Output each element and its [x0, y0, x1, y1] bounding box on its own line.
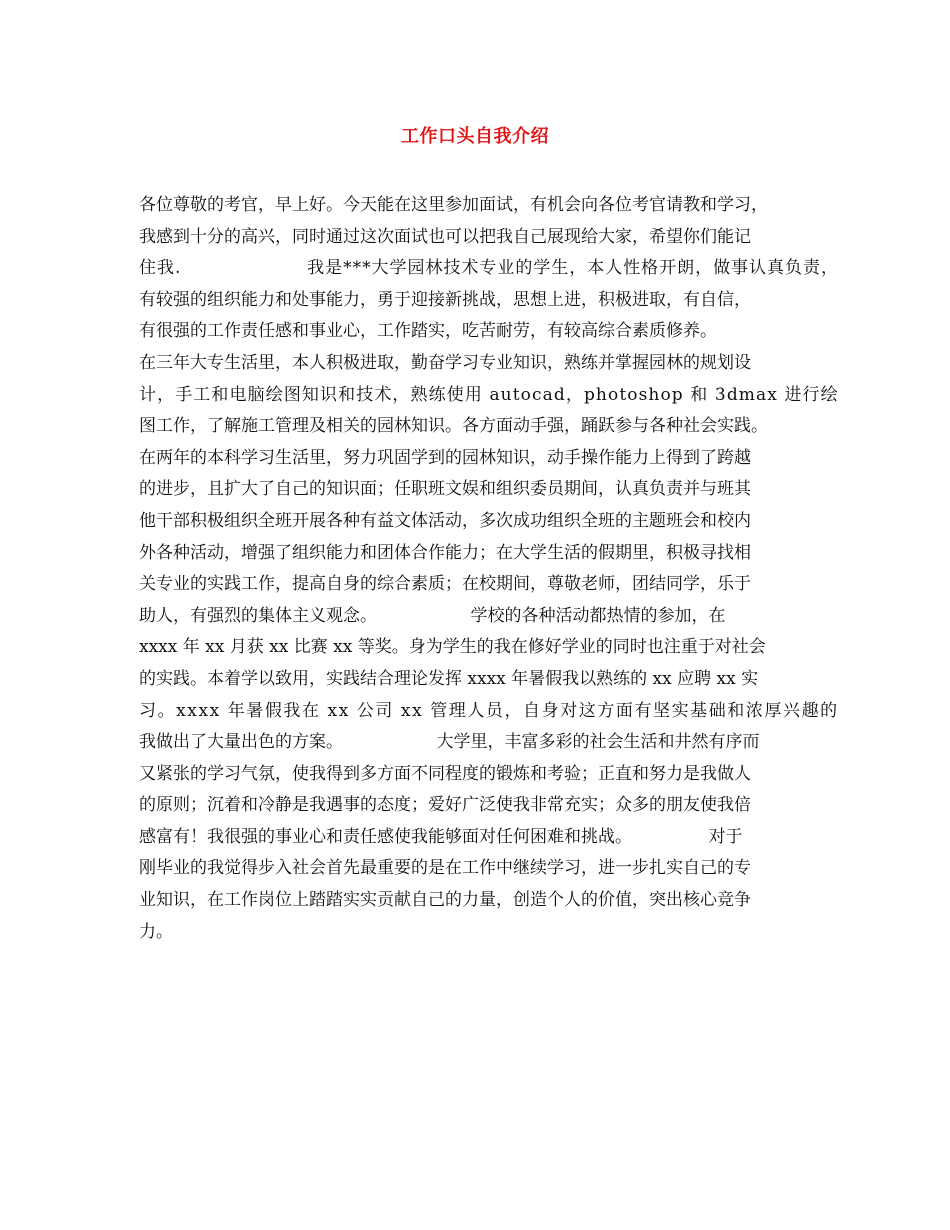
body-text-line: 计，手工和电脑绘图知识和技术，熟练使用 autocad，photoshop 和 3dmax 进行绘 — [139, 384, 839, 405]
body-text-line: 我感到十分的高兴，同时通过这次面试也可以把我自己展现给大家，希望你们能记 — [139, 226, 751, 247]
body-text-line: 各位尊敬的考官，早上好。今天能在这里参加面试，有机会向各位考官请教和学习， — [139, 195, 768, 215]
body-text-line: 又紧张的学习气氛，使我得到多方面不同程度的锻炼和考验；正直和努力是我做人 — [139, 763, 751, 784]
body-text-line: 力。 — [139, 921, 173, 942]
body-text-line: 感富有！我很强的事业心和责任感使我能够面对任何困难和挑战。 对于 — [139, 826, 743, 847]
body-text-line: 助人，有强烈的集体主义观念。 学校的各种活动都热情的参加，在 — [139, 605, 726, 626]
document-title: 工作口头自我介绍 — [401, 126, 549, 147]
body-text-line: 图工作，了解施工管理及相关的园林知识。各方面动手强，踊跃参与各种社会实践。 — [139, 416, 768, 437]
body-text-line: 住我. 我是***大学园林技术专业的学生，本人性格开朗，做事认真负责， — [139, 258, 839, 279]
body-text-line: 有较强的组织能力和处事能力，勇于迎接新挑战，思想上进，积极进取，有自信， — [139, 289, 751, 310]
body-text-line: xxxx 年 xx 月获 xx 比赛 xx 等奖。身为学生的我在修好学业的同时也注重于对社会 — [139, 637, 766, 658]
body-text-line: 关专业的实践工作，提高自身的综合素质；在校期间，尊敬老师，团结同学，乐于 — [139, 574, 751, 595]
body-text-line: 习。xxxx 年暑假我在 xx 公司 xx 管理人员，自身对这方面有坚实基础和浓厚兴趣的 — [139, 700, 839, 721]
body-text-line: 他干部积极组织全班开展各种有益文体活动，多次成功组织全班的主题班会和校内 — [139, 510, 751, 531]
body-text-line: 业知识，在工作岗位上踏踏实实贡献自己的力量，创造个人的价值，突出核心竞争 — [139, 890, 751, 911]
body-text-line: 外各种活动，增强了组织能力和团体合作能力；在大学生活的假期里，积极寻找相 — [139, 542, 751, 563]
body-text-line: 我做出了大量出色的方案。 大学里，丰富多彩的社会生活和井然有序而 — [139, 732, 760, 753]
body-text-line: 有很强的工作责任感和事业心，工作踏实，吃苦耐劳，有较高综合素质修养。 — [139, 321, 717, 342]
body-text-line: 的实践。本着学以致用，实践结合理论发挥 xxxx 年暑假我以熟练的 xx 应聘 xx 实 — [139, 668, 759, 689]
body-text-line: 在两年的本科学习生活里，努力巩固学到的园林知识，动手操作能力上得到了跨越 — [139, 447, 751, 468]
body-text-line: 在三年大专生活里，本人积极进取，勤奋学习专业知识，熟练并掌握园林的规划设 — [139, 352, 751, 373]
body-text-line: 的进步，且扩大了自己的知识面；任职班文娱和组织委员期间，认真负责并与班其 — [139, 479, 751, 500]
body-text-line: 的原则；沉着和冷静是我遇事的态度；爱好广泛使我非常充实；众多的朋友使我倍 — [139, 795, 751, 816]
body-text-line: 刚毕业的我觉得步入社会首先最重要的是在工作中继续学习，进一步扎实自己的专 — [139, 858, 751, 879]
document-body — [139, 190, 839, 948]
